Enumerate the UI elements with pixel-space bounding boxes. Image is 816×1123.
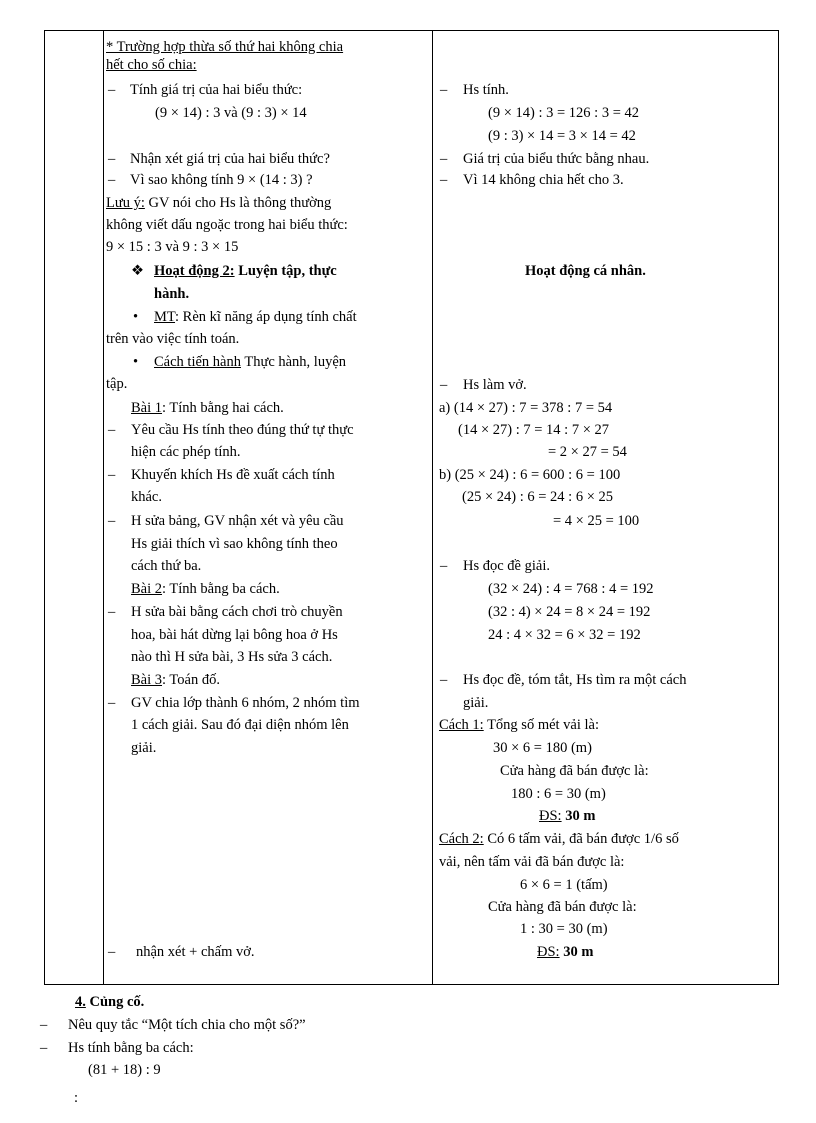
method1-label: Cách 1: — [439, 717, 484, 733]
text-line: khác. — [131, 489, 162, 505]
dash: – — [440, 172, 448, 188]
text-line: H sửa bài bằng cách chơi trò chuyền — [131, 604, 343, 620]
exercise2-label: Bài 2 — [131, 581, 163, 597]
text-line: Hs đọc đề, tóm tắt, Hs tìm ra một cách — [463, 672, 687, 688]
dash: – — [108, 695, 116, 711]
text-line: Nêu quy tắc “Một tích chia cho một số?” — [68, 1017, 306, 1033]
activity2-text: hành. — [154, 286, 190, 302]
section-number: 4. — [75, 994, 86, 1010]
expression: (9 × 14) : 3 = 126 : 3 = 42 — [488, 105, 639, 121]
text-line: Hs làm vở. — [463, 377, 527, 393]
diamond-bullet-icon: ❖ — [131, 263, 144, 279]
answer-value: 30 m — [563, 944, 594, 960]
exercise1-label: Bài 1 — [131, 400, 163, 416]
dash: – — [108, 513, 116, 529]
exercise1-text: : Tính bằng hai cách. — [162, 400, 284, 416]
text-line: Hs tính. — [463, 82, 509, 98]
dash: – — [440, 82, 448, 98]
objective-text: : Rèn kĩ năng áp dụng tính chất — [175, 309, 357, 325]
method-label: Cách tiến hành — [154, 354, 241, 370]
text-line: hoa, bài hát dừng lại bông hoa ở Hs — [131, 627, 338, 643]
text-line: : — [74, 1090, 79, 1106]
method2-label: Cách 2: — [439, 831, 484, 847]
note-text: 9 × 15 : 3 và 9 : 3 × 15 — [106, 239, 239, 255]
dash: – — [440, 377, 448, 393]
text-line: Yêu cầu Hs tính theo đúng thứ tự thực — [131, 422, 354, 438]
activity2-label: Hoạt động 2: — [154, 263, 235, 279]
text-line: Vì sao không tính 9 × (14 : 3) ? — [130, 172, 313, 188]
individual-activity-title: Hoạt động cá nhân. — [525, 263, 646, 279]
column-divider-2 — [432, 31, 433, 984]
dash: – — [108, 172, 116, 188]
text-line: cách thứ ba. — [131, 558, 202, 574]
text-line: Nhận xét giá trị của hai biểu thức? — [130, 151, 330, 167]
objective-label: MT — [154, 309, 176, 325]
activity2-text: Luyện tập, thực — [234, 263, 337, 279]
text-line: Hs tính bằng ba cách: — [68, 1040, 194, 1056]
expression: (9 : 3) × 14 = 3 × 14 = 42 — [488, 128, 636, 144]
exercise3-label: Bài 3 — [131, 672, 163, 688]
expression: (32 : 4) × 24 = 8 × 24 = 192 — [488, 604, 651, 620]
note-text: không viết dấu ngoặc trong hai biểu thức: — [106, 217, 348, 233]
answer-value: 30 m — [565, 808, 596, 824]
expression: (9 × 14) : 3 và (9 : 3) × 14 — [155, 105, 307, 121]
expression: = 2 × 27 = 54 — [548, 444, 627, 460]
expression: 30 × 6 = 180 (m) — [493, 740, 592, 756]
method-text: tập. — [106, 376, 128, 392]
objective-text: trên vào việc tính toán. — [106, 331, 240, 347]
text-line: Cửa hàng đã bán được là: — [500, 763, 649, 779]
dash: – — [40, 1040, 48, 1056]
expression: 180 : 6 = 30 (m) — [511, 786, 606, 802]
case-title-2: hết cho số chia: — [106, 57, 197, 73]
method2-text: Có 6 tấm vải, đã bán được 1/6 số — [483, 831, 679, 847]
text-line: Tính giá trị của hai biểu thức: — [130, 82, 303, 98]
expression: 24 : 4 × 32 = 6 × 32 = 192 — [488, 627, 641, 643]
case-title: * Trường hợp thừa số thứ hai không chia — [106, 39, 344, 55]
dash: – — [108, 422, 116, 438]
expression: a) (14 × 27) : 7 = 378 : 7 = 54 — [439, 400, 613, 416]
dash: – — [108, 944, 116, 960]
text-line: 1 cách giải. Sau đó đại diện nhóm lên — [131, 717, 349, 733]
column-divider-1 — [103, 31, 104, 984]
dash: – — [108, 604, 116, 620]
text-line: H sửa bảng, GV nhận xét và yêu cầu — [131, 513, 344, 529]
answer-label: ĐS: — [537, 944, 560, 960]
expression: (14 × 27) : 7 = 14 : 7 × 27 — [458, 422, 609, 438]
text-line: Giá trị của biểu thức bằng nhau. — [463, 151, 650, 167]
note-label: Lưu ý: — [106, 195, 145, 211]
dash: – — [440, 672, 448, 688]
method1-text: Tổng số mét vải là: — [483, 717, 600, 733]
expression: (81 + 18) : 9 — [88, 1062, 161, 1078]
text-line: giải. — [131, 740, 157, 756]
expression: (32 × 24) : 4 = 768 : 4 = 192 — [488, 581, 654, 597]
expression: b) (25 × 24) : 6 = 600 : 6 = 100 — [439, 467, 621, 483]
text-line: hiện các phép tính. — [131, 444, 241, 460]
dash: – — [108, 82, 116, 98]
answer-label: ĐS: — [539, 808, 562, 824]
exercise2-text: : Tính bằng ba cách. — [162, 581, 280, 597]
bullet-icon: • — [133, 354, 139, 370]
expression: = 4 × 25 = 100 — [553, 513, 640, 529]
text-line: giải. — [463, 695, 489, 711]
dash: – — [108, 151, 116, 167]
note-text: GV nói cho Hs là thông thường — [144, 195, 332, 211]
text-line: nào thì H sửa bài, 3 Hs sửa 3 cách. — [131, 649, 333, 665]
expression: (25 × 24) : 6 = 24 : 6 × 25 — [462, 489, 613, 505]
dash: – — [440, 151, 448, 167]
text-line: Vì 14 không chia hết cho 3. — [463, 172, 624, 188]
method-text: Thực hành, luyện — [240, 354, 347, 370]
method2-text: vải, nên tấm vải đã bán được là: — [439, 854, 625, 870]
exercise3-text: : Toán đố. — [162, 672, 220, 688]
bullet-icon: • — [133, 309, 139, 325]
text-line: Hs đọc đề giải. — [463, 558, 550, 574]
dash: – — [40, 1017, 48, 1033]
dash: – — [440, 558, 448, 574]
text-line: nhận xét + chấm vở. — [136, 944, 255, 960]
text-line: Khuyến khích Hs đề xuất cách tính — [131, 467, 335, 483]
expression: 6 × 6 = 1 (tấm) — [520, 877, 608, 893]
section-title: Củng cố. — [85, 994, 145, 1010]
text-line: Cửa hàng đã bán được là: — [488, 899, 637, 915]
dash: – — [108, 467, 116, 483]
text-line: Hs giải thích vì sao không tính theo — [131, 536, 338, 552]
text-line: GV chia lớp thành 6 nhóm, 2 nhóm tìm — [131, 695, 360, 711]
expression: 1 : 30 = 30 (m) — [520, 921, 608, 937]
